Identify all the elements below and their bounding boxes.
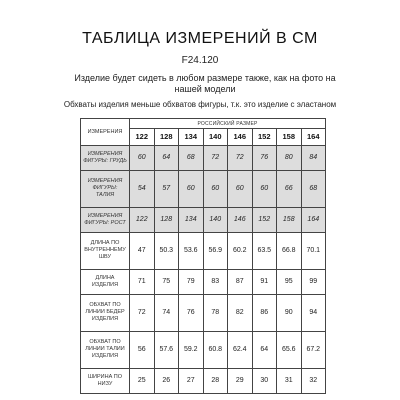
value-cell: 60 bbox=[203, 170, 228, 207]
russian-size-header: РОССИЙСКИЙ РАЗМЕР bbox=[130, 119, 326, 129]
value-cell: 60 bbox=[228, 170, 253, 207]
value-cell: 31 bbox=[277, 368, 302, 393]
value-cell: 78 bbox=[203, 295, 228, 332]
table-row bbox=[81, 145, 326, 170]
size-header-cell: 152 bbox=[252, 129, 277, 146]
value-cell: 76 bbox=[179, 295, 204, 332]
value-cell: 80 bbox=[277, 145, 302, 170]
size-header-row bbox=[81, 119, 326, 129]
value-cell: 82 bbox=[228, 295, 253, 332]
row-label: ОБХВАТ ПО ЛИНИИ БЕДЕР ИЗДЕЛИЯ bbox=[81, 295, 130, 332]
value-cell: 25 bbox=[130, 368, 155, 393]
value-cell: 30 bbox=[252, 368, 277, 393]
value-cell: 60 bbox=[252, 170, 277, 207]
value-cell: 75 bbox=[154, 269, 179, 294]
size-header-cell: 134 bbox=[179, 129, 204, 146]
value-cell: 71 bbox=[130, 269, 155, 294]
value-cell: 66.8 bbox=[277, 232, 302, 269]
value-cell: 95 bbox=[277, 269, 302, 294]
value-cell: 60.2 bbox=[228, 232, 253, 269]
value-cell: 68 bbox=[301, 170, 326, 207]
value-cell: 56.9 bbox=[203, 232, 228, 269]
value-cell: 57.6 bbox=[154, 331, 179, 368]
value-cell: 54 bbox=[130, 170, 155, 207]
value-cell: 56 bbox=[130, 331, 155, 368]
value-cell: 94 bbox=[301, 295, 326, 332]
table-row bbox=[81, 269, 326, 294]
value-cell: 146 bbox=[228, 207, 253, 232]
value-cell: 64 bbox=[252, 331, 277, 368]
value-cell: 122 bbox=[130, 207, 155, 232]
row-label: ОБХВАТ ПО ЛИНИИ ТАЛИИ ИЗДЕЛИЯ bbox=[81, 331, 130, 368]
article-code: F24.120 bbox=[181, 55, 219, 66]
value-cell: 74 bbox=[154, 295, 179, 332]
elastane-note: Обхваты изделия меньше обхватов фигуры, т.к. это изделие с эластаном bbox=[63, 100, 337, 109]
size-table bbox=[80, 118, 326, 394]
value-cell: 27 bbox=[179, 368, 204, 393]
value-cell: 26 bbox=[154, 368, 179, 393]
value-cell: 66 bbox=[277, 170, 302, 207]
value-cell: 62.4 bbox=[228, 331, 253, 368]
row-label: ДЛИНА ИЗДЕЛИЯ bbox=[81, 269, 130, 294]
table-row bbox=[81, 331, 326, 368]
value-cell: 68 bbox=[179, 145, 204, 170]
value-cell: 59.2 bbox=[179, 331, 204, 368]
size-header-cell: 122 bbox=[130, 129, 155, 146]
table-row bbox=[81, 295, 326, 332]
value-cell: 86 bbox=[252, 295, 277, 332]
size-header-cell: 164 bbox=[301, 129, 326, 146]
row-label: ДЛИНА ПО ВНУТРЕННЕМУ ШВУ bbox=[81, 232, 130, 269]
size-table-body bbox=[81, 119, 326, 394]
value-cell: 47 bbox=[130, 232, 155, 269]
table-row bbox=[81, 170, 326, 207]
value-cell: 60.8 bbox=[203, 331, 228, 368]
value-cell: 29 bbox=[228, 368, 253, 393]
table-row bbox=[81, 207, 326, 232]
row-label: ИЗМЕРЕНИЯ ФИГУРЫ: ГРУДЬ bbox=[81, 145, 130, 170]
value-cell: 53.6 bbox=[179, 232, 204, 269]
table-row bbox=[81, 368, 326, 393]
table-row bbox=[81, 232, 326, 269]
row-label: ШИРИНА ПО НИЗУ bbox=[81, 368, 130, 393]
size-header-cell: 146 bbox=[228, 129, 253, 146]
value-cell: 60 bbox=[130, 145, 155, 170]
value-cell: 65.6 bbox=[277, 331, 302, 368]
row-label: ИЗМЕРЕНИЯ ФИГУРЫ: РОСТ bbox=[81, 207, 130, 232]
size-header-cell: 158 bbox=[277, 129, 302, 146]
value-cell: 152 bbox=[252, 207, 277, 232]
value-cell: 87 bbox=[228, 269, 253, 294]
page-title: ТАБЛИЦА ИЗМЕРЕНИЙ В СМ bbox=[82, 30, 318, 47]
value-cell: 32 bbox=[301, 368, 326, 393]
value-cell: 79 bbox=[179, 269, 204, 294]
value-cell: 84 bbox=[301, 145, 326, 170]
value-cell: 72 bbox=[228, 145, 253, 170]
value-cell: 63.5 bbox=[252, 232, 277, 269]
value-cell: 28 bbox=[203, 368, 228, 393]
fit-note: Изделие будет сидеть в любом размере также, как на фото на нашей модели bbox=[74, 73, 336, 94]
value-cell: 67.2 bbox=[301, 331, 326, 368]
value-cell: 64 bbox=[154, 145, 179, 170]
value-cell: 50.3 bbox=[154, 232, 179, 269]
value-cell: 99 bbox=[301, 269, 326, 294]
value-cell: 83 bbox=[203, 269, 228, 294]
value-cell: 128 bbox=[154, 207, 179, 232]
value-cell: 60 bbox=[179, 170, 204, 207]
size-header-cell: 128 bbox=[154, 129, 179, 146]
size-header-cell: 140 bbox=[203, 129, 228, 146]
value-cell: 164 bbox=[301, 207, 326, 232]
value-cell: 91 bbox=[252, 269, 277, 294]
value-cell: 134 bbox=[179, 207, 204, 232]
value-cell: 90 bbox=[277, 295, 302, 332]
value-cell: 140 bbox=[203, 207, 228, 232]
value-cell: 57 bbox=[154, 170, 179, 207]
row-label: ИЗМЕРЕНИЯ ФИГУРЫ: ТАЛИЯ bbox=[81, 170, 130, 207]
value-cell: 158 bbox=[277, 207, 302, 232]
value-cell: 70.1 bbox=[301, 232, 326, 269]
value-cell: 76 bbox=[252, 145, 277, 170]
measurements-header: ИЗМЕРЕНИЯ bbox=[81, 119, 130, 146]
value-cell: 72 bbox=[130, 295, 155, 332]
value-cell: 72 bbox=[203, 145, 228, 170]
